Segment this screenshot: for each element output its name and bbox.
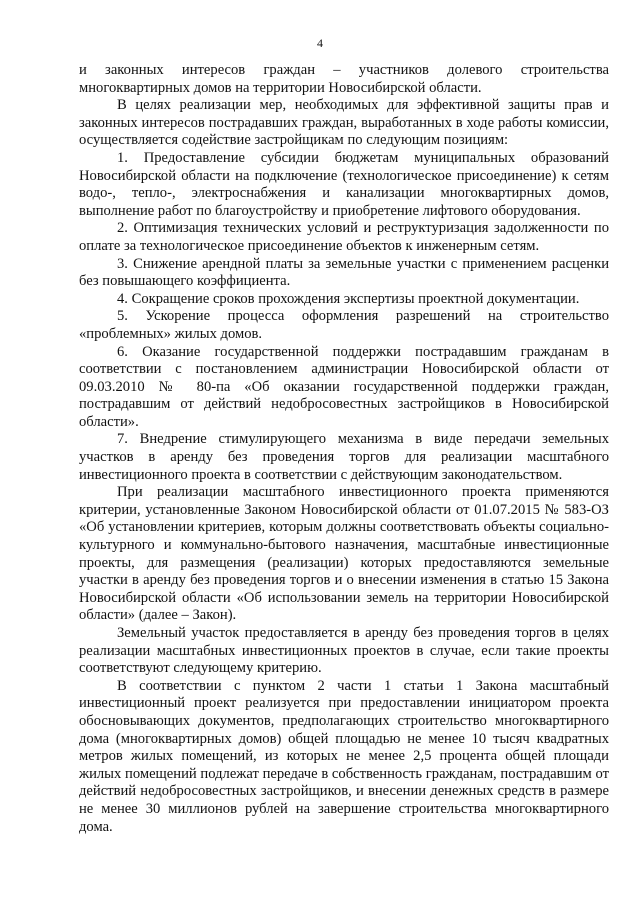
paragraph-item-6: 6. Оказание государственной поддержки пострадавшим гражданам в соответствии с постановлением администрации Новосибирской области от 09.03.2010 № 80-па «Об оказании государственной поддержки граждан, пострадавшим от действий недобросовестных застройщиков в Новосибирской области». [79, 343, 609, 430]
page-number: 4 [317, 36, 323, 50]
paragraph-continuation: и законных интересов граждан – участников долевого строительства многоквартирных домов на территории Новосибирской области. [79, 62, 609, 96]
paragraph-law-article: В соответствии с пунктом 2 части 1 статьи 1 Закона масштабный инвестиционный проект реализуется при предоставлении инициатором проекта обосновывающих документов, предполагающих строительство многоквартирного дома (многоквартирных домов) общей площадью не менее 10 тысяч квадратных метров жилых помещений, из которых не менее 2,5 процента общей площади жилых помещений подлежат передаче в собственность гражданам, пострадавшим от действий недобросовестных застройщиков, и внесении денежных средств в размере не менее 30 миллионов рублей на завершение строительства многоквартирного дома. [79, 677, 609, 835]
paragraph-item-7: 7. Внедрение стимулирующего механизма в виде передачи земельных участков в аренду без проведения торгов для реализации масштабного инвестиционного проекта в соответствии с действующим законодательством. [79, 431, 609, 483]
paragraph-item-2: 2. Оптимизация технических условий и реструктуризация задолженности по оплате за технологическое присоединение объектов к инженерным сетям. [79, 220, 609, 254]
paragraph-measures-intro: В целях реализации мер, необходимых для эффективной защиты прав и законных интересов пострадавших граждан, выработанных в ходе работы комиссии, осуществляется содействие застройщикам по следующим позициям: [79, 97, 609, 149]
paragraph-item-3: 3. Снижение арендной платы за земельные участки с применением расценки без повышающего коэффициента. [79, 255, 609, 290]
paragraph-land-plot: Земельный участок предоставляется в аренду без проведения торгов в целях реализации масштабных инвестиционных проектов в случае, если такие проекты соответствуют следующему критерию. [79, 625, 609, 677]
paragraph-item-4: 4. Сокращение сроков прохождения экспертизы проектной документации. [117, 290, 580, 307]
paragraph-item-1: 1. Предоставление субсидии бюджетам муниципальных образований Новосибирской области на подключение (технологическое присоединение) к сетям водо-, тепло-, электроснабжения и канализации многоквартирных домов, выполнение работ по благоустройству и приобретение лифтового оборудования. [79, 149, 609, 219]
document-body [79, 62, 609, 836]
paragraph-criteria: При реализации масштабного инвестиционного проекта применяются критерии, установленные Законом Новосибирской области от 01.07.2015 № 583-ОЗ «Об установлении критериев, которым должны соответствовать объекты социально-культурного и коммунально-бытового назначения, масштабные инвестиционные проекты, для размещения (реализации) которых предоставляются земельные участки в аренду без проведения торгов и о внесении изменения в статью 15 Закона Новосибирской области «Об использовании земель на территории Новосибирской области» (далее – Закон). [79, 484, 609, 624]
paragraph-item-5: 5. Ускорение процесса оформления разрешений на строительство «проблемных» жилых домов. [79, 308, 609, 342]
